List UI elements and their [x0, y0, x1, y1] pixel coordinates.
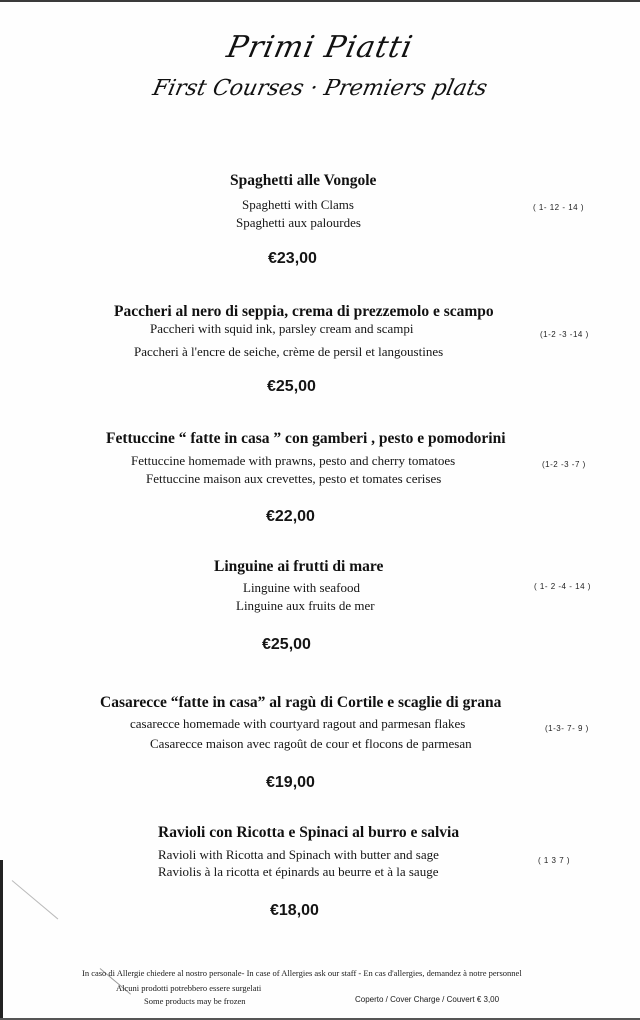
dish-name: Casarecce “fatte in casa” al ragù di Cortile e scaglie di grana: [100, 694, 502, 711]
dish-name: Paccheri al nero di seppia, crema di prezzemolo e scampo: [114, 303, 494, 320]
dish-description-en: casarecce homemade with courtyard ragout and parmesan flakes: [130, 716, 466, 731]
menu-subtitle: First Courses · Premiers plats: [150, 76, 490, 101]
dish-price: €19,00: [266, 774, 315, 791]
allergen-codes: ( 1- 12 - 14 ): [533, 203, 585, 212]
dish-name: Ravioli con Ricotta e Spinaci al burro e salvia: [158, 824, 460, 841]
allergen-codes: (1-3- 7- 9 ): [545, 724, 589, 733]
dish-description-fr: Spaghetti aux palourdes: [236, 215, 361, 230]
dish-description-en: Ravioli with Ricotta and Spinach with butter and sage: [158, 847, 439, 862]
dish-price: €22,00: [266, 508, 315, 525]
allergen-codes: ( 1- 2 -4 - 14 ): [534, 582, 591, 591]
frozen-note-it: Alcuni prodotti potrebbero essere surgelati: [116, 983, 262, 993]
paper-top-edge: [0, 0, 640, 2]
dish-description-en: Spaghetti with Clams: [242, 197, 354, 212]
dish-description-fr: Paccheri à l'encre de seiche, crème de persil et langoustines: [134, 344, 444, 359]
dish-price: €25,00: [262, 636, 311, 653]
allergen-codes: (1-2 -3 -7 ): [542, 460, 586, 469]
dish-name: Spaghetti alle Vongole: [230, 172, 377, 189]
dish-description-en: Fettuccine homemade with prawns, pesto and cherry tomatoes: [131, 453, 456, 468]
dish-price: €25,00: [267, 378, 316, 395]
dish-price: €18,00: [270, 902, 319, 919]
paper-crease: [12, 880, 59, 919]
allergen-codes: ( 1 3 7 ): [538, 856, 571, 865]
cover-charge: Coperto / Cover Charge / Couvert € 3,00: [355, 995, 500, 1004]
allergy-note: In caso di Allergie chiedere al nostro personale- In case of Allergies ask our staff - En cas d'allergies, demandez à notre personnel: [82, 968, 522, 978]
dish-description-en: Paccheri with squid ink, parsley cream and scampi: [150, 321, 414, 336]
dish-description-fr: Raviolis à la ricotta et épinards au beurre et à la sauge: [158, 864, 439, 879]
allergen-codes: (1-2 -3 -14 ): [540, 330, 589, 339]
dish-price: €23,00: [268, 250, 317, 267]
paper-left-edge: [0, 860, 3, 1020]
dish-description-fr: Fettuccine maison aux crevettes, pesto et tomates cerises: [146, 471, 442, 486]
dish-name: Linguine ai frutti di mare: [214, 558, 384, 575]
dish-name: Fettuccine “ fatte in casa ” con gamberi , pesto e pomodorini: [106, 430, 506, 447]
frozen-note-en: Some products may be frozen: [144, 996, 246, 1006]
dish-description-fr: Casarecce maison avec ragoût de cour et flocons de parmesan: [150, 736, 472, 751]
dish-description-en: Linguine with seafood: [243, 580, 360, 595]
dish-description-fr: Linguine aux fruits de mer: [236, 598, 375, 613]
menu-title: Primi Piatti: [223, 30, 417, 65]
